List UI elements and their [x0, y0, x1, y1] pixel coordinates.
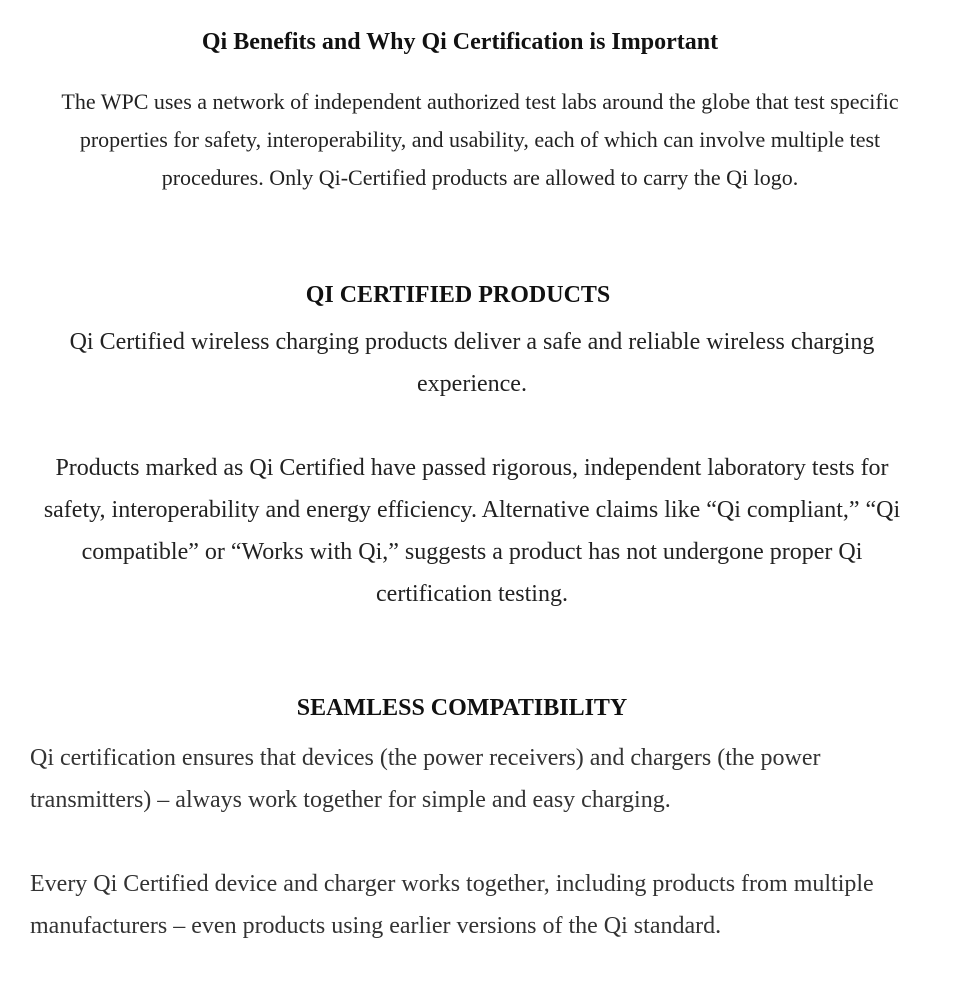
certified-products-paragraph-2: Products marked as Qi Certified have passed rigorous, independent laboratory tests for safety, interoperability and energy efficiency. Alternative claims like “Qi compliant,” “Qi compatible” or “Works with Qi,” suggests a product has not undergone proper Qi certification testing.: [43, 455, 901, 607]
seamless-compatibility-paragraph-2: Every Qi Certified device and charger works together, including products from multiple manufacturers – even products using earlier versions of the Qi standard.: [30, 871, 874, 939]
intro-paragraph: The WPC uses a network of independent authorized test labs around the globe that test specific properties for safety, interoperability, and usability, each of which can involve multiple test procedures. Only Qi-Certified products are allowed to carry the Qi logo.: [61, 89, 899, 190]
page-title: Qi Benefits and Why Qi Certification is Important: [201, 29, 719, 55]
certified-products-paragraph-1: Qi Certified wireless charging products deliver a safe and reliable wireless charging experience.: [69, 329, 875, 397]
certified-products-heading: QI CERTIFIED PRODUCTS: [305, 282, 611, 308]
seamless-compatibility-paragraph-1: Qi certification ensures that devices (the power receivers) and chargers (the power transmitters) – always work together for simple and easy charging.: [30, 745, 821, 813]
seamless-compatibility-heading: SEAMLESS COMPATIBILITY: [296, 695, 628, 721]
